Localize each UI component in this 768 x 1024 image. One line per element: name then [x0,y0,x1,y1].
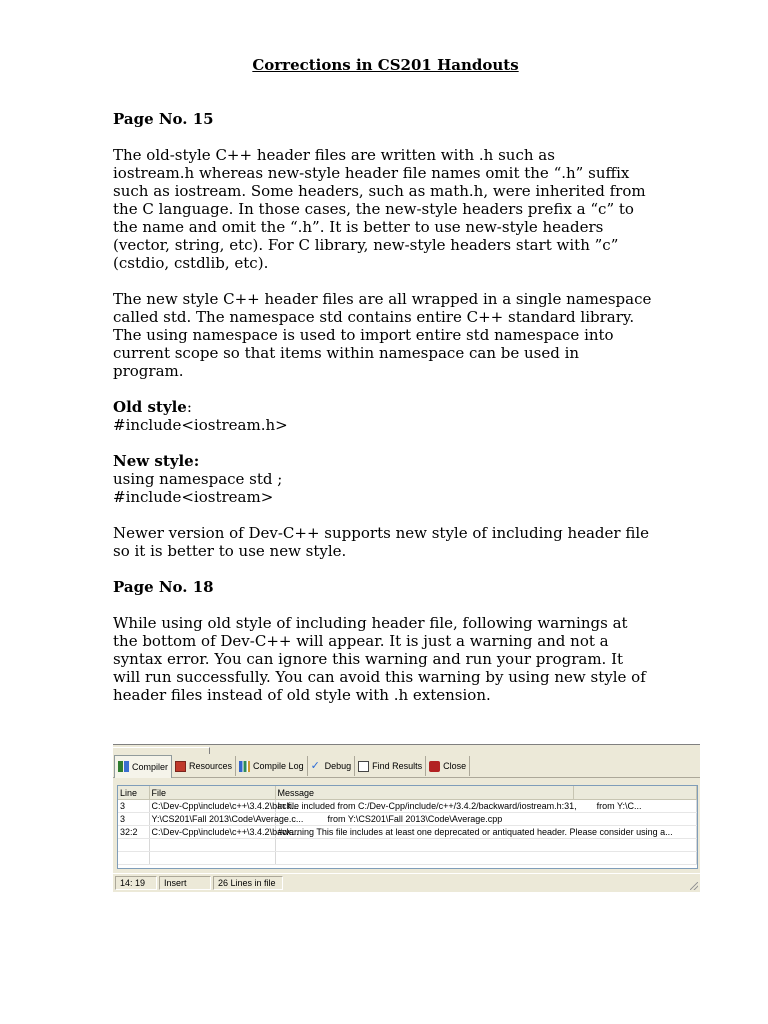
document [113,56,658,722]
tab-debug[interactable] [308,756,356,776]
document-title: Corrections in CS201 Handouts [252,56,519,74]
cell-line: 32:2 [118,826,149,839]
cell-file: C:\Dev-Cpp\include\c++\3.4.2\back... [149,800,275,813]
table-row[interactable] [118,826,697,839]
compiler-messages-table [117,785,698,869]
status-bar [113,873,700,892]
old-style-label-line: Old style: [113,398,192,416]
text-line: The using namespace is used to import entire std namespace into [113,326,614,344]
text-line: current scope so that items within namespace can be used in [113,344,580,362]
devcpp-compiler-panel-screenshot [113,744,700,892]
text-line: (vector, string, etc). For C library, new-style headers start with ”c” [113,236,619,254]
text-line: (cstdio, cstdlib, etc). [113,254,269,272]
compiler-icon [118,761,129,772]
table-row[interactable] [118,813,697,826]
page-15-paragraph-1 [113,146,658,272]
table-row [118,839,697,852]
new-style-code-1: using namespace std ; [113,470,283,488]
text-line: iostream.h whereas new-style header file names omit the “.h” suffix [113,164,630,182]
page-18-paragraph-1 [113,614,658,704]
new-style-block [113,452,658,506]
cell-line [118,852,149,865]
edit-mode: Insert [159,876,211,890]
cell-line [118,839,149,852]
text-line: Newer version of Dev-C++ supports new style of including header file [113,524,650,542]
text-line: called std. The namespace std contains entire C++ standard library. [113,308,635,326]
text-line: the C language. In those cases, the new-style headers prefix a “c” to [113,200,634,218]
tab-label: Compile Log [253,761,304,771]
resources-icon [175,761,186,772]
tab-label: Close [443,761,467,771]
cell-message: from Y:\CS201\Fall 2013\Code\Average.cpp [275,813,697,826]
old-style-label: Old style [113,398,187,416]
close-icon [429,761,440,772]
column-header-line[interactable]: Line [118,786,149,800]
text-line: so it is better to use new style. [113,542,347,560]
table-row[interactable] [118,800,697,813]
tab-label: Resources [189,761,233,771]
text-line: header files instead of old style with .h extension. [113,686,491,704]
cell-message: #warning This file includes at least one deprecated or antiquated header. Please consider using a... [275,826,697,839]
panel-top-bar [113,745,700,755]
page-15-paragraph-2 [113,290,658,380]
new-style-label-line: New style: [113,452,200,470]
old-style-code: #include<iostream.h> [113,416,288,434]
output-tabs [113,755,700,778]
cell-file: Y:\CS201\Fall 2013\Code\Average.c... [149,813,275,826]
cell-line: 3 [118,800,149,813]
tab-label: Compiler [132,761,169,772]
text-line: The new style C++ header files are all wrapped in a single namespace [113,290,652,308]
line-count: 26 Lines in file [213,876,283,890]
tab-label: Find Results [372,761,423,771]
resize-grip-icon[interactable] [690,882,698,890]
tab-find-results[interactable] [355,756,426,776]
table-row [118,852,697,865]
cell-file [149,839,275,852]
text-line: will run successfully. You can avoid this warning by using new style of [113,668,646,686]
column-header-blank [573,786,697,800]
tab-compiler[interactable] [114,755,172,778]
new-style-code-2: #include<iostream> [113,488,274,506]
text-line: the name and omit the “.h”. It is better to use new-style headers [113,218,604,236]
text-line: the bottom of Dev-C++ will appear. It is just a warning and not a [113,632,609,650]
column-header-message[interactable]: Message [275,786,573,800]
table-header-row [118,786,697,800]
debug-icon: ✓ [310,759,320,772]
cell-file [149,852,275,865]
text-line: program. [113,362,184,380]
text-line: The old-style C++ header files are written with .h such as [113,146,555,164]
column-header-file[interactable]: File [149,786,275,800]
panel-tab-stub [113,747,210,754]
tab-resources[interactable] [172,756,236,776]
page-15-heading: Page No. 15 [113,110,214,128]
cell-line: 3 [118,813,149,826]
old-style-block [113,398,658,434]
text-line: While using old style of including header file, following warnings at [113,614,628,632]
cursor-position: 14: 19 [115,876,157,890]
find-results-icon [358,761,369,772]
new-style-label: New style [113,452,194,470]
cell-file: C:\Dev-Cpp\include\c++\3.4.2\back... [149,826,275,839]
tab-compile-log[interactable] [236,756,308,776]
cell-message: In file included from C:/Dev-Cpp/include/c++/3.4.2/backward/iostream.h:31, from Y:\C... [275,800,697,813]
page-18-heading: Page No. 18 [113,578,214,596]
cell-message [275,852,697,865]
tab-label: Debug [324,761,352,771]
cell-message [275,839,697,852]
text-line: such as iostream. Some headers, such as math.h, were inherited from [113,182,646,200]
tab-close[interactable] [426,756,470,776]
page-15-paragraph-3 [113,524,658,560]
compile-log-icon [239,761,250,772]
text-line: syntax error. You can ignore this warning and run your program. It [113,650,624,668]
